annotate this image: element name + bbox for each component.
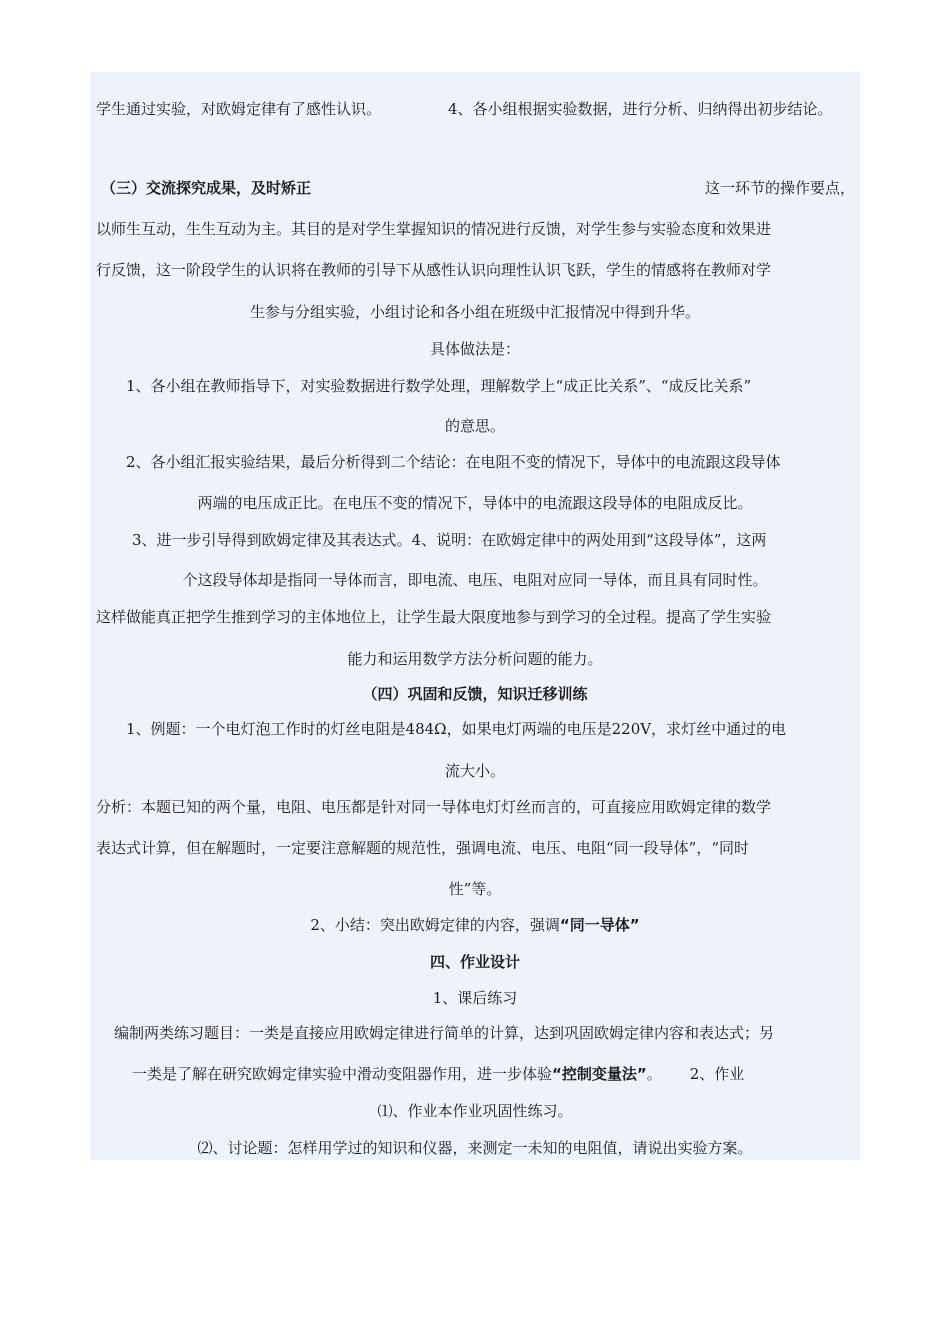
- analysis-line-1: 分析：本题已知的两个量，电阻、电压都是针对同一导体电灯灯丝而言的，可直接应用欧姆定律的数学: [96, 798, 772, 816]
- homework-desc-text: 一类是了解在研究欧姆定律实验中滑动变阻器作用，进一步体验: [132, 1065, 553, 1083]
- summary-line-1: 这样做能真正把学生推到学习的主体地位上，让学生最大限度地参与到学习的全过程。提高了学生实验: [96, 608, 772, 626]
- section-4-heading: （四）巩固和反馈，知识迁移训练: [362, 685, 588, 703]
- homework-desc-line-1: 编制两类练习题目：一类是直接应用欧姆定律进行简单的计算，达到巩固欧姆定律内容和表达式；另: [114, 1024, 775, 1042]
- example-line-2: 流大小。: [444, 762, 505, 780]
- method-2-line-2: 两端的电压成正比。在电压不变的情况下，导体中的电流跟这段导体的电阻成反比。: [197, 494, 753, 512]
- homework-item-2: 2、作业: [689, 1065, 745, 1083]
- example-line-1: 1、例题：一个电灯泡工作时的灯丝电阻是484Ω，如果电灯两端的电压是220V，求灯丝中通过的电: [126, 720, 787, 738]
- method-2-line-1: 2、各小组汇报实验结果，最后分析得到二个结论：在电阻不变的情况下，导体中的电流跟这段导体: [126, 453, 781, 471]
- method-3-line-1: 3、进一步引导得到欧姆定律及其表达式。4、说明：在欧姆定律中的两处用到“这段导体”，这两: [132, 531, 767, 549]
- summary-2-emphasis: “同一导体”: [559, 916, 640, 934]
- section-3-line-3: 行反馈，这一阶段学生的认识将在教师的引导下从感性认识向理性认识飞跃，学生的情感将在教师对学: [96, 261, 772, 279]
- homework-desc-period: 。: [646, 1065, 662, 1083]
- method-1-line-1: 1、各小组在教师指导下，对实验数据进行数学处理，理解数学上“成正比关系”、“成反比关系”: [126, 377, 752, 395]
- method-label: 具体做法是：: [429, 340, 520, 358]
- method-3-line-2: 个这段导体却是指同一导体而言，即电流、电压、电阻对应同一导体，而且具有同时性。: [182, 571, 768, 589]
- summary-2: [90, 914, 860, 936]
- method-1-line-2: 的意思。: [444, 417, 505, 435]
- summary-2-text: 2、小结：突出欧姆定律的内容，强调: [310, 916, 560, 934]
- homework-item-2-2: ⑵、讨论题：怎样用学过的知识和仪器，来测定一未知的电阻值，请说出实验方案。: [197, 1139, 753, 1157]
- analysis-line-3: 性”等。: [448, 880, 502, 898]
- analysis-line-2: 表达式计算，但在解题时，一定要注意解题的规范性，强调电流、电压、电阻“同一段导体”，“同时: [96, 839, 750, 857]
- summary-line-2: 能力和运用数学方法分析问题的能力。: [347, 650, 603, 668]
- section-3-line-4: 生参与分组实验，小组讨论和各小组在班级中汇报情况中得到升华。: [249, 303, 700, 321]
- homework-desc-line-2: [132, 1063, 744, 1085]
- section-3-heading: （三）交流探究成果，及时矫正: [101, 179, 312, 197]
- homework-heading: 四、作业设计: [429, 953, 520, 971]
- paragraph-intro-right: 4、各小组根据实验数据，进行分析、归纳得出初步结论。: [448, 100, 833, 118]
- paragraph-intro-left: 学生通过实验，对欧姆定律有了感性认识。: [96, 100, 382, 118]
- control-variable-emphasis: “控制变量法”: [552, 1065, 647, 1083]
- section-3-line-2: 以师生互动，生生互动为主。其目的是对学生掌握知识的情况进行反馈，对学生参与实验态度和效果进: [96, 220, 772, 238]
- homework-item-1: 1、课后练习: [432, 989, 518, 1007]
- homework-item-2-1: ⑴、作业本作业巩固性练习。: [377, 1102, 573, 1120]
- section-3-intro-right: 这一环节的操作要点，: [705, 179, 856, 197]
